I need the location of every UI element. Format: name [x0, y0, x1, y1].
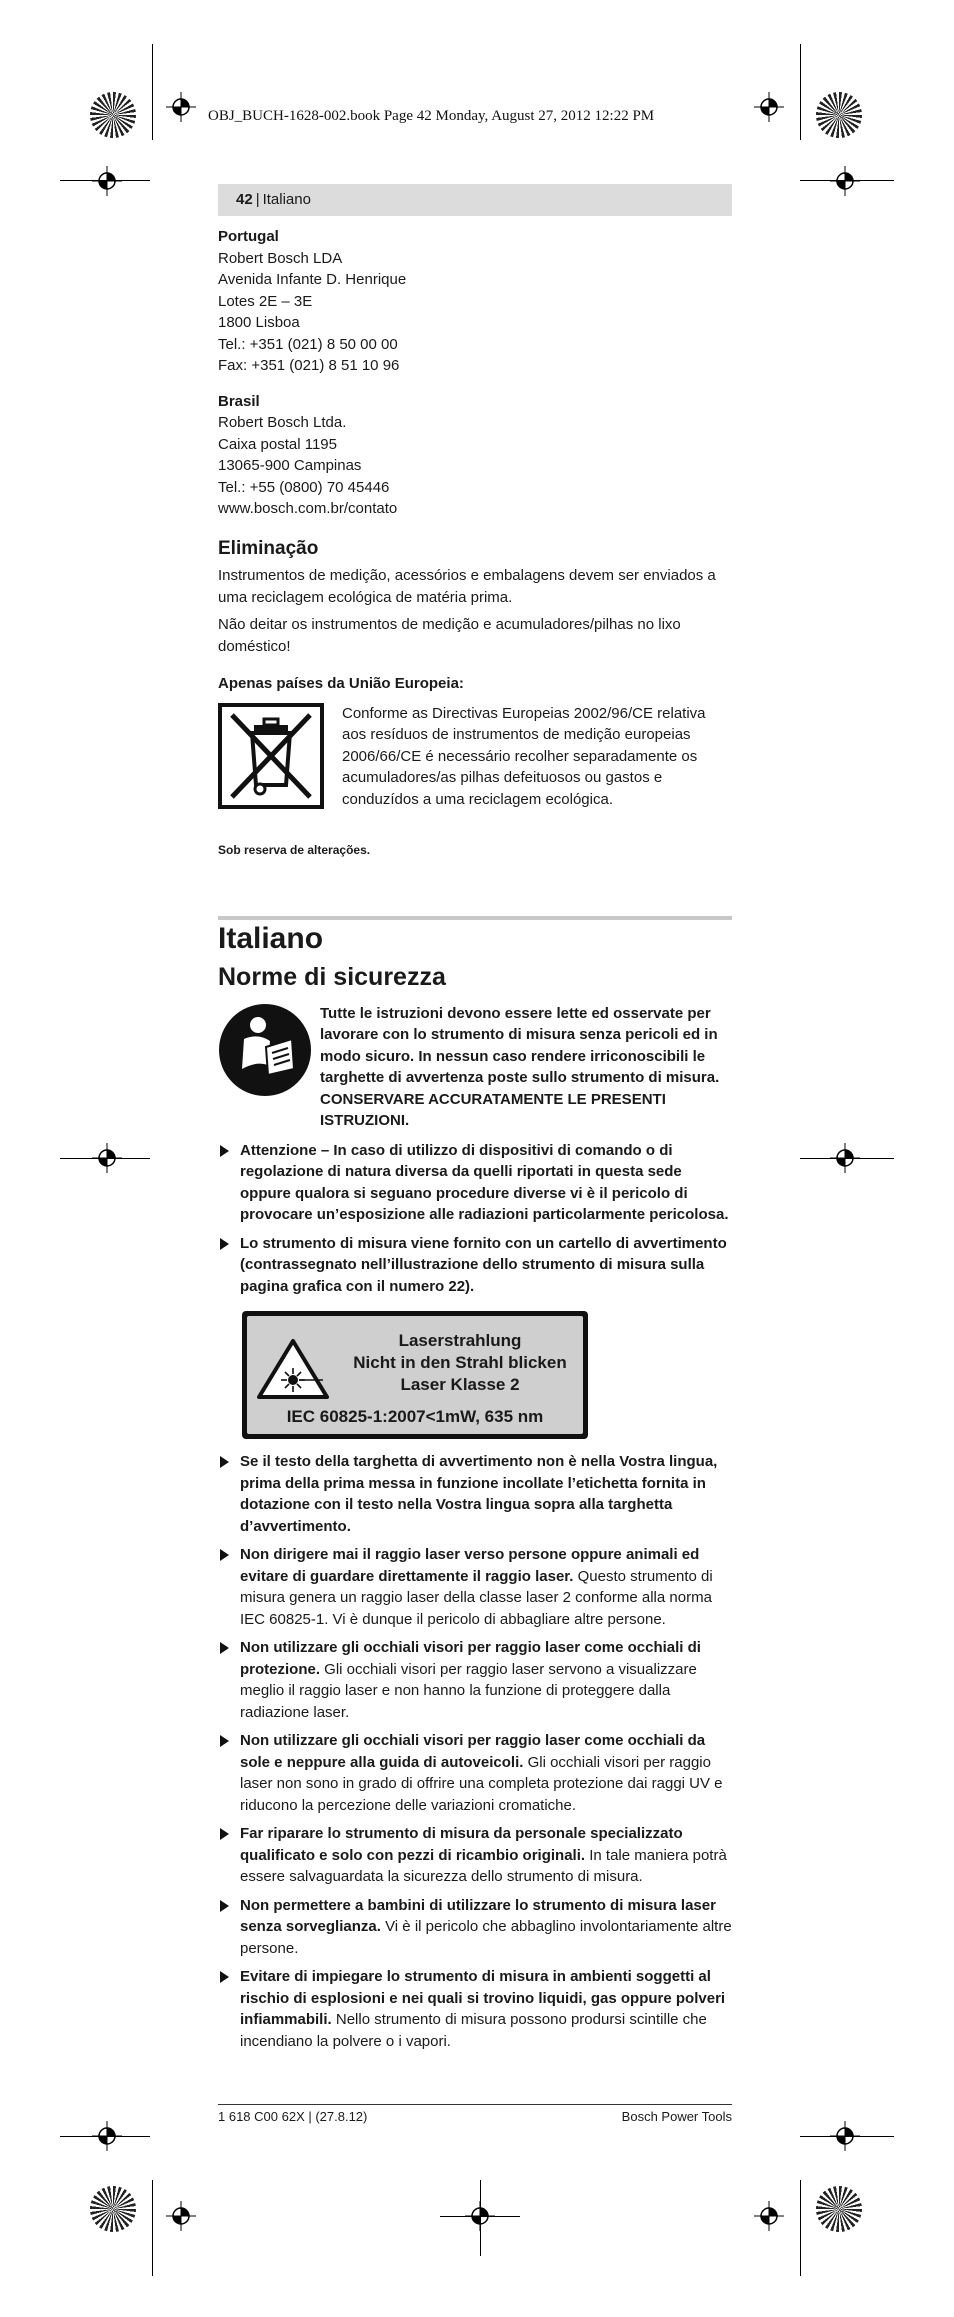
registration-mark-icon — [830, 166, 860, 196]
bullet-bold: Far riparare lo strumento di misura da personale specializzato qualificato e solo con pezzi di ricambio originali. — [240, 1825, 683, 1864]
safety-intro — [218, 1003, 732, 1132]
reserve-note: Sob reserva de alterações. — [218, 843, 371, 857]
bullet-bold: Non utilizzare gli occhiali visori per raggio laser come occhiali di protezione. — [240, 1639, 701, 1678]
laser-label-body — [247, 1316, 583, 1434]
page-footer — [218, 2104, 732, 2124]
address-line: 1800 Lisboa — [218, 314, 300, 331]
registration-mark-icon — [830, 1143, 860, 1173]
section-title: Norme di sicurezza — [218, 963, 446, 991]
address-line: Tel.: +351 (021) 8 50 00 00 — [218, 335, 398, 353]
address-line: Robert Bosch LDA — [218, 249, 343, 267]
eu-title: Apenas países da União Europeia: — [218, 675, 464, 692]
address-country: Brasil — [218, 392, 260, 410]
safety-list-bottom — [218, 1451, 732, 2052]
bullet-bold: Evitare di impiegare lo strumento di misura in ambienti soggetti al rischio di esplosioni e nei quali si trovino liquidi, gas oppure polveri infiammabili. — [240, 1968, 726, 2028]
list-item — [218, 1730, 732, 1816]
list-item — [218, 1451, 732, 1537]
registration-mark-icon — [92, 2121, 122, 2151]
bullet-bold: Lo strumento di misura viene fornito con un cartello di avvertimento (contrassegnato nell’illustrazione dello strumento di misura sulla pagina grafica con il numero 22). — [240, 1234, 727, 1295]
crop-line — [152, 44, 153, 140]
address-line: Caixa postal 1195 — [218, 435, 337, 453]
footer-brand: Bosch Power Tools — [621, 2109, 732, 2124]
address-line: www.bosch.com.br/contato — [218, 500, 398, 517]
bullet-bold: Non dirigere mai il raggio laser verso persone oppure animali ed evitare di guardare direttamente il raggio laser. — [240, 1546, 700, 1585]
print-info: OBJ_BUCH-1628-002.book Page 42 Monday, August 27, 2012 12:22 PM — [208, 108, 655, 124]
laser-warning-icon — [257, 1338, 329, 1400]
list-item — [218, 1895, 732, 1960]
star-target-icon — [816, 92, 862, 138]
list-item — [218, 1233, 732, 1298]
header-language: Italiano — [262, 191, 311, 208]
safety-intro-text: Tutte le istruzioni devono essere lette ed osservate per lavorare con lo strumento di misura senza pericoli ed in modo sicuro. In nessun caso rendere irriconoscibili le targhette di avvertenza poste sullo strumento di misura. CONSERVARE ACCURATAMENTE LE PRESENTI ISTRUZIONI. — [320, 1004, 720, 1129]
bullet-bold: Attenzione – In caso di utilizzo di dispositivi di comando o di regolazione di natura diversa da quelli riportati in questa sede oppure qualora si seguano procedure diverse vi è il pericolo di provocare un’esposizione alle radiazioni particolarmente pericolosa. — [240, 1141, 729, 1223]
address-brasil — [218, 391, 732, 520]
address-line: Fax: +351 (021) 8 51 10 96 — [218, 357, 400, 374]
address-portugal — [218, 226, 732, 377]
list-item — [218, 1823, 732, 1888]
read-manual-icon — [218, 1003, 312, 1097]
address-line: Tel.: +55 (0800) 70 45446 — [218, 478, 390, 496]
registration-mark-icon — [166, 2201, 196, 2231]
section-divider — [218, 916, 732, 920]
bullet-text: Gli occhiali visori per raggio laser non sono in grado di offrire una completa protezione dai raggi UV e riducono la percezione delle variazioni cromatiche. — [240, 1753, 723, 1814]
bullet-text: Gli occhiali visori per raggio laser servono a visualizzare meglio il raggio laser e non hanno la funzione di proteggere dalla radiazione laser. — [240, 1660, 697, 1721]
registration-mark-icon — [465, 2201, 495, 2231]
registration-mark-icon — [92, 166, 122, 196]
header-separator: | — [255, 191, 260, 208]
crossed-bin-icon — [218, 703, 324, 809]
registration-mark-icon — [754, 92, 784, 122]
disposal-title: Eliminação — [218, 537, 319, 559]
address-line: Robert Bosch Ltda. — [218, 414, 347, 431]
laser-label-line: Laserstrahlung — [398, 1331, 522, 1350]
safety-list-top — [218, 1140, 732, 1298]
laser-label-line: Nicht in den Strahl blicken — [353, 1353, 567, 1372]
crop-line — [152, 2180, 153, 2276]
crop-line — [800, 44, 801, 140]
bullet-bold: Se il testo della targhetta di avvertimento non è nella Vostra lingua, prima della prima messa in funzione incollate l’etichetta fornita in dotazione con il testo nella Vostra lingua sopra alla targhetta d’avvertimento. — [240, 1453, 718, 1535]
eu-row — [218, 703, 732, 811]
list-item — [218, 1544, 732, 1630]
language-title: Italiano — [218, 921, 324, 955]
footer-code: 1 618 C00 62X | (27.8.12) — [218, 2109, 368, 2124]
registration-mark-icon — [754, 2201, 784, 2231]
list-item — [218, 1966, 732, 2052]
address-country: Portugal — [218, 228, 279, 245]
registration-mark-icon — [92, 1143, 122, 1173]
star-target-icon — [816, 2186, 862, 2232]
laser-warning-label — [242, 1311, 588, 1439]
bullet-text: Nello strumento di misura possono prodursi scintille che incendiano la polvere o i vapori. — [240, 2011, 707, 2050]
star-target-icon — [90, 92, 136, 138]
bullet-text: Questo strumento di misura genera un raggio laser della classe laser 2 conforme alla norma IEC 60825-1. Vi è dunque il pericolo di abbagliare altre persone. — [240, 1567, 713, 1628]
bullet-text: In tale maniera potrà essere salvaguardata la sicurezza dello strumento di misura. — [240, 1846, 727, 1885]
crop-line — [800, 2180, 801, 2276]
laser-label-line: Laser Klasse 2 — [400, 1375, 520, 1394]
bullet-text: Vi è il pericolo che abbaglino involontariamente altre persone. — [240, 1918, 732, 1957]
bullet-bold: Non permettere a bambini di utilizzare lo strumento di misura laser senza sorveglianza. — [240, 1896, 716, 1935]
address-line: Lotes 2E – 3E — [218, 292, 313, 310]
list-item — [218, 1140, 732, 1226]
address-line: Avenida Infante D. Henrique — [218, 271, 407, 288]
disposal-paragraph: Instrumentos de medição, acessórios e embalagens devem ser enviados a uma reciclagem ecológica de matéria prima. — [218, 567, 716, 606]
address-line: 13065-900 Campinas — [218, 457, 362, 474]
page-header — [218, 184, 732, 216]
registration-mark-icon — [166, 92, 196, 122]
list-item — [218, 1637, 732, 1723]
bullet-bold: Non utilizzare gli occhiali visori per raggio laser come occhiali da sole e neppure alla guida di autoveicoli. — [240, 1732, 706, 1771]
disposal-paragraph: Não deitar os instrumentos de medição e acumuladores/pilhas no lixo doméstico! — [218, 616, 681, 655]
page-content — [218, 226, 732, 2059]
page-number: 42 — [236, 191, 253, 208]
laser-label-iec: IEC 60825-1:2007<1mW, 635 nm — [286, 1407, 544, 1426]
registration-mark-icon — [830, 2121, 860, 2151]
eu-text: Conforme as Directivas Europeias 2002/96/CE relativa aos resíduos de instrumentos de medição europeias 2006/66/CE é necessário recolher separadamente os acumuladores/as pilhas defeituosos ou gastos e conduzídos a uma reciclagem ecológica. — [342, 704, 706, 808]
star-target-icon — [90, 2186, 136, 2232]
